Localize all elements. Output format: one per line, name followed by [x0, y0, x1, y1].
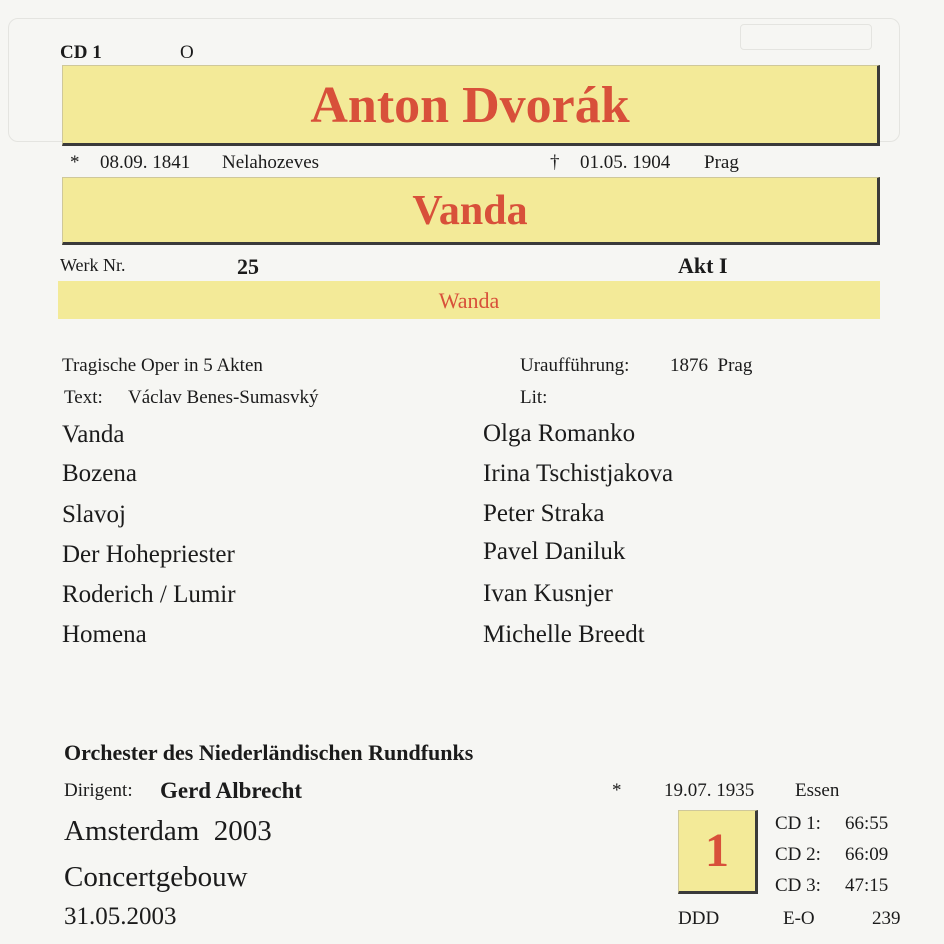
catalog-number: 239 — [872, 908, 901, 929]
duration-time: 47:15 — [845, 875, 889, 896]
recording-venue: Concertgebouw — [64, 861, 248, 893]
role-name: Bozena — [62, 460, 137, 487]
recording-city-year: Amsterdam 2003 — [64, 815, 272, 847]
role-name: Roderich / Lumir — [62, 581, 236, 608]
duration-time: 66:09 — [845, 844, 889, 865]
role-name: Slavoj — [62, 501, 126, 528]
duration-time: 66:55 — [845, 813, 889, 834]
orchestra: Orchester des Niederländischen Rundfunks — [64, 740, 474, 765]
werk-number: 25 — [237, 254, 259, 279]
died-date: 01.05. 1904 — [580, 152, 671, 173]
composer-name: Anton Dvorák — [310, 77, 630, 134]
duration-label: CD 1: — [775, 813, 821, 834]
premiere-label: Uraufführung: — [520, 355, 630, 376]
premiere-value: 1876 Prag — [670, 355, 753, 376]
act-label: Akt I — [678, 253, 728, 278]
work-title-box — [62, 177, 880, 245]
born-symbol: * — [70, 152, 80, 173]
work-title: Vanda — [412, 188, 528, 234]
died-place: Prag — [704, 152, 739, 173]
disc-number-box — [678, 810, 758, 894]
composer-box — [62, 65, 880, 146]
conductor-name: Gerd Albrecht — [160, 778, 303, 803]
format-code: DDD — [678, 908, 720, 929]
subtitle: Wanda — [438, 288, 500, 313]
werk-label: Werk Nr. — [60, 255, 126, 275]
work-description: Tragische Oper in 5 Akten — [62, 355, 263, 376]
lit-label: Lit: — [520, 387, 548, 408]
edition-code: E-O — [783, 908, 815, 929]
role-name: Vanda — [62, 421, 125, 448]
conductor-label: Dirigent: — [64, 780, 133, 801]
role-name: Homena — [62, 621, 147, 648]
subtitle-band — [58, 281, 880, 319]
recording-date: 31.05.2003 — [64, 903, 177, 930]
born-place: Nelahozeves — [222, 152, 320, 173]
conductor-born-place: Essen — [795, 780, 840, 801]
text-label: Text: — [64, 387, 103, 408]
cd-label: CD 1 — [60, 42, 102, 63]
singer-name: Ivan Kusnjer — [483, 580, 613, 607]
duration-label: CD 3: — [775, 875, 821, 896]
singer-name: Pavel Daniluk — [483, 538, 626, 565]
duration-label: CD 2: — [775, 844, 821, 865]
singer-name: Irina Tschistjakova — [483, 460, 674, 487]
conductor-born-symbol: * — [612, 780, 622, 801]
singer-name: Olga Romanko — [483, 420, 636, 447]
librettist: Václav Benes-Sumasvký — [128, 387, 319, 408]
disc-number: 1 — [705, 824, 729, 877]
background-tab — [740, 24, 872, 50]
conductor-born-date: 19.07. 1935 — [664, 780, 755, 801]
born-date: 08.09. 1841 — [100, 152, 191, 173]
cd-mark: O — [180, 42, 194, 63]
role-name: Der Hohepriester — [62, 541, 235, 568]
died-symbol: † — [550, 152, 560, 173]
singer-name: Michelle Breedt — [483, 621, 645, 648]
singer-name: Peter Straka — [483, 500, 605, 527]
